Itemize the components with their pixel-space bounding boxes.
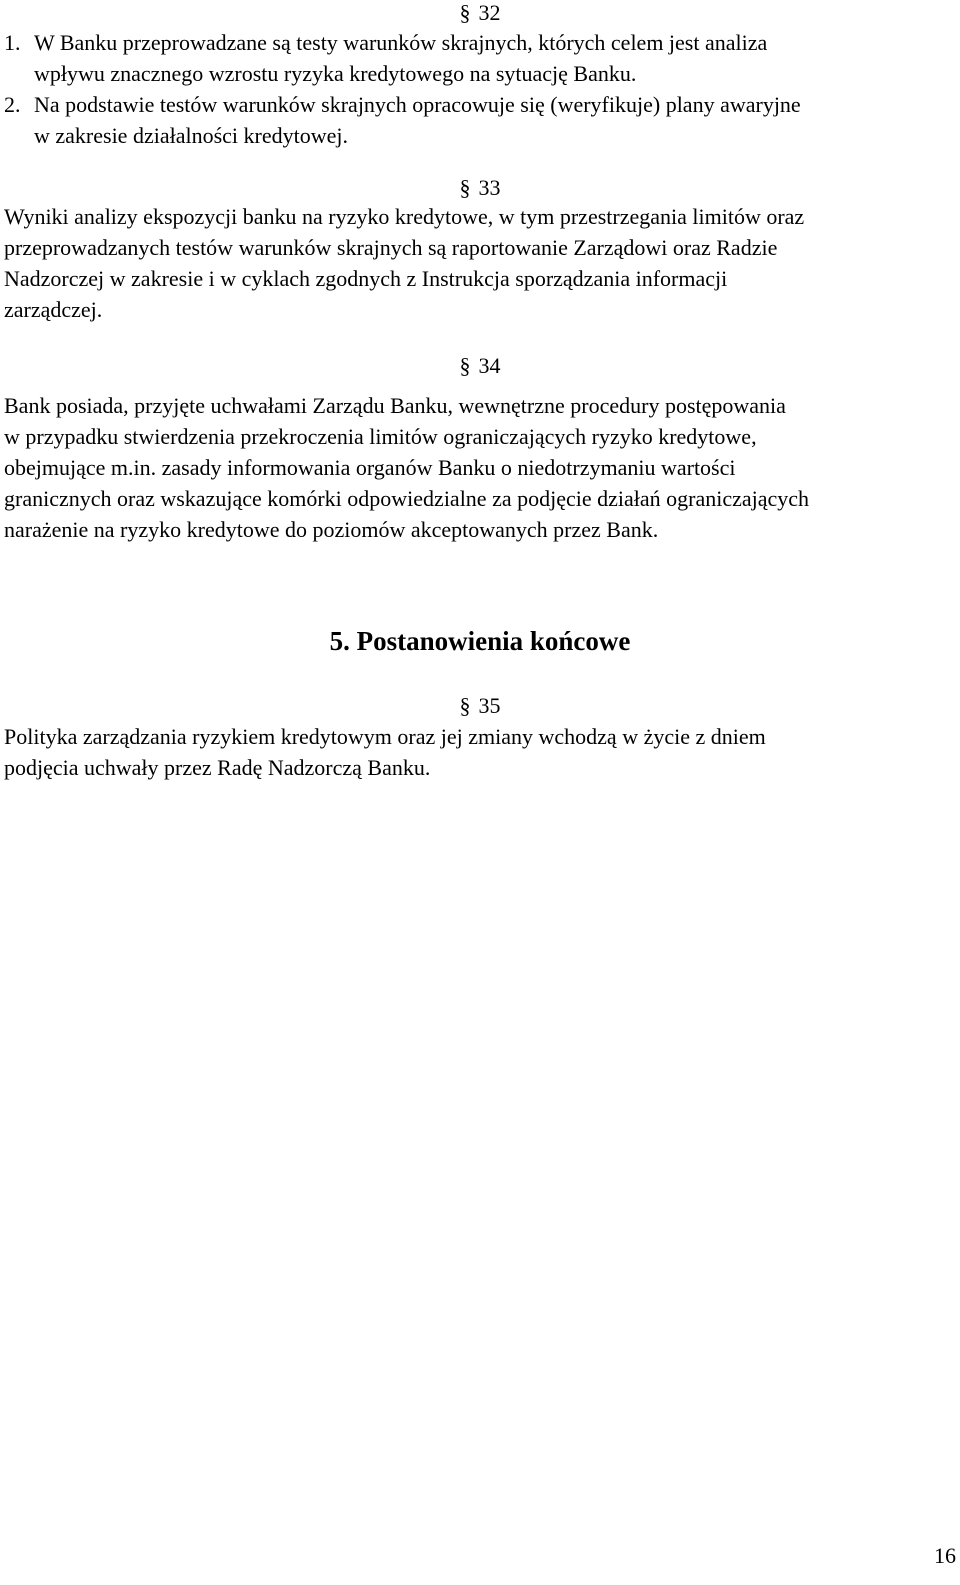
list-item-2-line-2: w zakresie działalności kredytowej.	[34, 123, 348, 148]
section-symbol: §	[459, 0, 471, 25]
section-number: 34	[478, 353, 501, 378]
section-symbol: §	[459, 175, 471, 200]
section-heading-33	[0, 172, 960, 203]
section-32-list	[4, 27, 956, 151]
paragraph-line: przeprowadzanych testów warunków skrajnych są raportowanie Zarządowi oraz Radzie	[4, 235, 778, 260]
list-item-text: W Banku przeprowadzane są testy warunków skrajnych, których celem jest analiza	[34, 30, 768, 55]
paragraph-line: Polityka zarządzania ryzykiem kredytowym oraz jej zmiany wchodzą w życie z dniem	[4, 724, 766, 749]
paragraph-line: Nadzorczej w zakresie i w cyklach zgodnych z Instrukcja sporządzania informacji	[4, 266, 728, 291]
paragraph-line: obejmujące m.in. zasady informowania organów Banku o niedotrzymaniu wartości	[4, 455, 736, 480]
section-heading-35	[0, 690, 960, 721]
paragraph-line: granicznych oraz wskazujące komórki odpowiedzialne za podjęcie działań ograniczających	[4, 486, 810, 511]
list-item-2-line-1	[4, 89, 956, 120]
section-number: 33	[478, 175, 501, 200]
list-item-number: 2.	[4, 92, 21, 117]
section-symbol: §	[459, 353, 471, 378]
list-item-number: 1.	[4, 30, 21, 55]
list-item-text: Na podstawie testów warunków skrajnych opracowuje się (weryfikuje) plany awaryjne	[34, 92, 801, 117]
paragraph-line: w przypadku stwierdzenia przekroczenia limitów ograniczających ryzyko kredytowe,	[4, 424, 757, 449]
section-34-paragraph	[4, 390, 956, 545]
section-number: 32	[478, 0, 501, 25]
paragraph-line: Bank posiada, przyjęte uchwałami Zarządu Banku, wewnętrzne procedury postępowania	[4, 393, 786, 418]
list-item-1-line-1	[4, 27, 956, 58]
list-item-1-line-2: wpływu znacznego wzrostu ryzyka kredytowego na sytuację Banku.	[34, 61, 637, 86]
paragraph-line: zarządczej.	[4, 297, 103, 322]
paragraph-line: podjęcia uchwały przez Radę Nadzorczą Banku.	[4, 755, 431, 780]
chapter-title: 5. Postanowienia końcowe	[329, 626, 631, 656]
page-number: 16	[934, 1543, 956, 1568]
paragraph-line: Wyniki analizy ekspozycji banku na ryzyko kredytowe, w tym przestrzegania limitów oraz	[4, 204, 805, 229]
section-symbol: §	[459, 693, 471, 718]
section-heading-34	[0, 350, 960, 381]
section-number: 35	[478, 693, 501, 718]
section-33-paragraph	[4, 201, 956, 325]
section-heading-32	[0, 0, 960, 28]
section-35-paragraph	[4, 721, 956, 783]
paragraph-line: narażenie na ryzyko kredytowe do poziomów akceptowanych przez Bank.	[4, 517, 659, 542]
